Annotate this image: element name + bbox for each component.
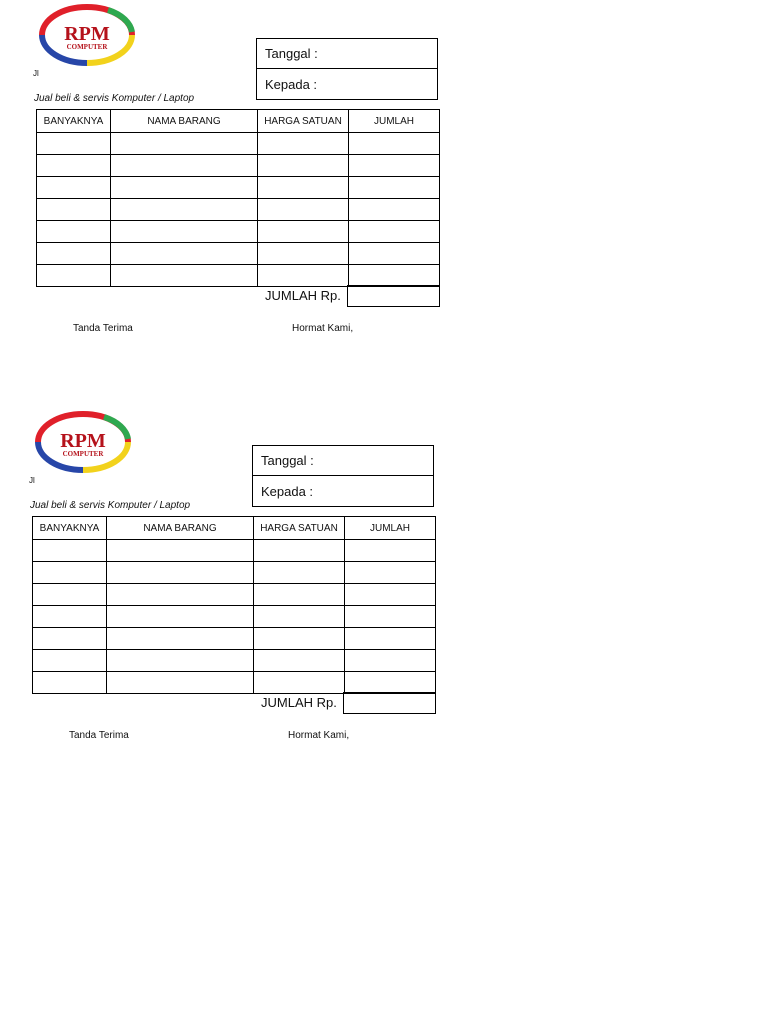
- sender-signature-label: Hormat Kami,: [292, 323, 354, 334]
- date-field[interactable]: [257, 39, 437, 69]
- address-line: Jl: [29, 476, 35, 485]
- sender-signature-label: Hormat Kami,: [288, 730, 350, 741]
- unit-price-cell[interactable]: [258, 243, 349, 265]
- quantity-cell[interactable]: [33, 650, 107, 672]
- unit-price-cell[interactable]: [254, 650, 345, 672]
- table-row: [33, 584, 436, 606]
- unit-price-cell[interactable]: [258, 155, 349, 177]
- quantity-cell[interactable]: [33, 584, 107, 606]
- column-header-amount: JUMLAH: [345, 517, 436, 540]
- amount-cell[interactable]: [345, 672, 436, 694]
- quantity-cell[interactable]: [37, 265, 111, 287]
- total-amount-field[interactable]: [343, 692, 436, 714]
- item-name-cell[interactable]: [107, 628, 254, 650]
- quantity-cell[interactable]: [33, 672, 107, 694]
- amount-cell[interactable]: [345, 628, 436, 650]
- item-name-cell[interactable]: [111, 155, 258, 177]
- item-name-cell[interactable]: [107, 606, 254, 628]
- amount-cell[interactable]: [345, 606, 436, 628]
- receipt-form-2: [29, 407, 452, 741]
- quantity-cell[interactable]: [33, 562, 107, 584]
- item-name-cell[interactable]: [111, 133, 258, 155]
- quantity-cell[interactable]: [33, 606, 107, 628]
- table-row: [33, 540, 436, 562]
- item-name-cell[interactable]: [107, 584, 254, 606]
- logo-subtext: COMPUTER: [66, 43, 108, 51]
- item-name-cell[interactable]: [111, 177, 258, 199]
- total-label: JUMLAH Rp.: [261, 695, 337, 710]
- amount-cell[interactable]: [349, 221, 440, 243]
- table-row: [33, 672, 436, 694]
- unit-price-cell[interactable]: [258, 199, 349, 221]
- amount-cell[interactable]: [349, 199, 440, 221]
- unit-price-cell[interactable]: [254, 672, 345, 694]
- recipient-field[interactable]: [257, 69, 437, 99]
- unit-price-cell[interactable]: [258, 133, 349, 155]
- quantity-cell[interactable]: [37, 243, 111, 265]
- table-header-row: [37, 110, 440, 133]
- recipient-field[interactable]: [253, 476, 433, 506]
- table-row: [37, 155, 440, 177]
- items-table: [32, 516, 436, 694]
- item-name-cell[interactable]: [107, 672, 254, 694]
- column-header-unit-price: HARGA SATUAN: [258, 110, 349, 133]
- rpm-computer-logo: [36, 2, 138, 68]
- recipient-label: Kepada :: [265, 76, 318, 92]
- amount-cell[interactable]: [345, 562, 436, 584]
- unit-price-cell[interactable]: [254, 562, 345, 584]
- quantity-cell[interactable]: [37, 177, 111, 199]
- amount-cell[interactable]: [345, 650, 436, 672]
- unit-price-cell[interactable]: [254, 540, 345, 562]
- recipient-label: Kepada :: [261, 483, 314, 499]
- amount-cell[interactable]: [345, 540, 436, 562]
- date-label: Tanggal :: [265, 46, 318, 61]
- total-amount-field[interactable]: [347, 285, 440, 307]
- item-name-cell[interactable]: [111, 199, 258, 221]
- item-name-cell[interactable]: [107, 540, 254, 562]
- item-name-cell[interactable]: [111, 243, 258, 265]
- item-name-cell[interactable]: [111, 221, 258, 243]
- business-tagline: Jual beli & servis Komputer / Laptop: [34, 93, 195, 104]
- amount-cell[interactable]: [349, 265, 440, 287]
- unit-price-cell[interactable]: [254, 606, 345, 628]
- date-recipient-box: [256, 38, 438, 100]
- quantity-cell[interactable]: [37, 221, 111, 243]
- logo-text: RPM: [64, 23, 110, 45]
- amount-cell[interactable]: [349, 177, 440, 199]
- quantity-cell[interactable]: [33, 628, 107, 650]
- table-row: [37, 265, 440, 287]
- column-header-item-name: NAMA BARANG: [111, 110, 258, 133]
- amount-cell[interactable]: [349, 155, 440, 177]
- quantity-cell[interactable]: [33, 540, 107, 562]
- column-header-quantity: BANYAKNYA: [37, 110, 111, 133]
- items-table: [36, 109, 440, 287]
- date-field[interactable]: [253, 446, 433, 476]
- receipt-form-1: [33, 0, 456, 334]
- business-tagline: Jual beli & servis Komputer / Laptop: [30, 500, 191, 511]
- amount-cell[interactable]: [349, 133, 440, 155]
- amount-cell[interactable]: [345, 584, 436, 606]
- item-name-cell[interactable]: [111, 265, 258, 287]
- column-header-quantity: BANYAKNYA: [33, 517, 107, 540]
- logo-text: RPM: [60, 430, 106, 452]
- column-header-amount: JUMLAH: [349, 110, 440, 133]
- unit-price-cell[interactable]: [258, 177, 349, 199]
- column-header-unit-price: HARGA SATUAN: [254, 517, 345, 540]
- table-row: [33, 650, 436, 672]
- receiver-signature-label: Tanda Terima: [73, 323, 133, 334]
- total-label: JUMLAH Rp.: [265, 288, 341, 303]
- amount-cell[interactable]: [349, 243, 440, 265]
- unit-price-cell[interactable]: [254, 628, 345, 650]
- logo-subtext: COMPUTER: [62, 450, 104, 458]
- receiver-signature-label: Tanda Terima: [69, 730, 129, 741]
- date-recipient-box: [252, 445, 434, 507]
- table-header-row: [33, 517, 436, 540]
- unit-price-cell[interactable]: [254, 584, 345, 606]
- quantity-cell[interactable]: [37, 199, 111, 221]
- table-row: [33, 606, 436, 628]
- quantity-cell[interactable]: [37, 155, 111, 177]
- column-header-item-name: NAMA BARANG: [107, 517, 254, 540]
- date-label: Tanggal :: [261, 453, 314, 468]
- quantity-cell[interactable]: [37, 133, 111, 155]
- unit-price-cell[interactable]: [258, 265, 349, 287]
- table-row: [37, 243, 440, 265]
- table-row: [37, 133, 440, 155]
- item-name-cell[interactable]: [107, 562, 254, 584]
- table-row: [37, 177, 440, 199]
- table-row: [37, 221, 440, 243]
- rpm-computer-logo: [32, 409, 134, 475]
- address-line: Jl: [33, 69, 39, 78]
- table-row: [33, 628, 436, 650]
- item-name-cell[interactable]: [107, 650, 254, 672]
- table-row: [37, 199, 440, 221]
- table-row: [33, 562, 436, 584]
- unit-price-cell[interactable]: [258, 221, 349, 243]
